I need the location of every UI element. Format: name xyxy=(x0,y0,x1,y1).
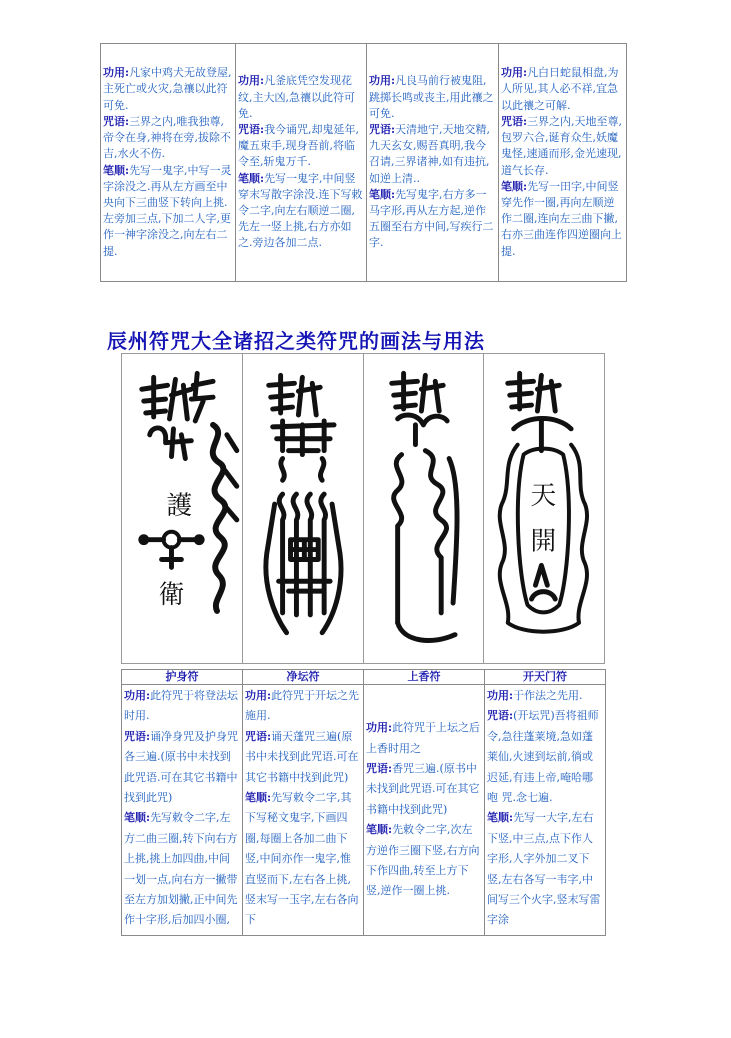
spell-text: 诵天蓬咒三遍(原书中未找到此咒语.可在其它书籍中找到此咒) xyxy=(245,729,359,784)
top-cell-1 xyxy=(101,44,236,282)
jingtan-talisman-drawing xyxy=(243,354,363,663)
stroke-text: 先写鬼字,右方多一马字形,再从左方起,逆作五圈至右方中间,写疾行二字. xyxy=(369,187,494,250)
bottom-cell-4 xyxy=(485,685,606,936)
effect-label: 功用: xyxy=(103,66,130,80)
kaitianmen-inner-text-1: 天 xyxy=(530,481,557,512)
stroke-text: 先敕令二字,次左方逆作三圈下竖,右方向下作四曲,转至上方下竖,逆作一圈上挑. xyxy=(366,823,480,898)
kaitianmen-inner-text-2: 開 xyxy=(530,526,557,557)
effect-label: 功用: xyxy=(238,74,265,88)
spell-text: 三界之内,唯我独尊,帝令在身,神将在旁,拔除不吉,水火不伤. xyxy=(103,114,231,161)
effect-text: 此符咒于上坛之后上香时用之 xyxy=(366,721,481,755)
effect-text: 凡家中鸡犬无故登屋,主死亡或火灾,急禳以此符可免. xyxy=(103,66,232,112)
bottom-cell-3 xyxy=(364,685,485,936)
spell-text: 我今诵咒,却鬼延年,魔五束手,现身吾前,将临令至,斩鬼万千. xyxy=(238,122,360,169)
top-cell-3 xyxy=(367,44,499,282)
talisman-name-shangxiang: 上香符 xyxy=(364,670,485,685)
effect-label: 功用: xyxy=(487,689,514,702)
bottom-cell-1 xyxy=(122,685,243,936)
stroke-label: 笔顺: xyxy=(245,791,272,805)
effect-text: 此符咒于将登法坛时用. xyxy=(124,689,239,723)
stroke-label: 笔顺: xyxy=(366,823,393,837)
section-title: 辰州符咒大全诸招之类符咒的画法与用法 xyxy=(107,329,485,353)
effect-label: 功用: xyxy=(501,66,528,80)
effect-text: 凡白日蛇鼠相盘,为人所见,其人必不祥,宜急以此禳之可解. xyxy=(501,66,619,112)
stroke-text: 先写敕令二字,其下写秘文鬼字,下画四圈,每圈上各加二曲下竖,中间亦作一鬼字,惟直竖而下,左右各上挑,竖末写一玉字,左右各向下 xyxy=(245,791,359,927)
stroke-label: 笔顺: xyxy=(487,811,514,825)
bottom-talisman-table xyxy=(121,669,606,936)
effect-text: 凡釜底凭空发现花纹,主大凶,急禳以此符可免. xyxy=(238,74,355,120)
stroke-text: 先写一鬼字,中间竖穿末写散字涂没.连下写敕令二字,向左右顺逆二圈,先左一竖上挑,右方亦如之.旁边各加二点. xyxy=(238,171,363,250)
talisman-image-row xyxy=(121,353,605,664)
talisman-name-husheng: 护身符 xyxy=(122,670,243,685)
bottom-cell-2 xyxy=(243,685,364,936)
stroke-label: 笔顺: xyxy=(501,179,528,193)
husheng-inner-text-1: 護 xyxy=(166,490,193,521)
spell-label: 咒语: xyxy=(487,709,514,723)
spell-label: 咒语: xyxy=(103,114,130,128)
stroke-label: 笔顺: xyxy=(238,171,265,185)
stroke-label: 笔顺: xyxy=(124,811,151,825)
spell-text: 香咒三遍.(原书中未找到此咒语.可在其它书籍中找到此咒) xyxy=(366,761,480,816)
kaitianmen-talisman-drawing xyxy=(484,354,604,663)
effect-text: 于作法之先用. xyxy=(513,689,583,702)
husheng-talisman-drawing xyxy=(122,354,242,663)
spell-text: 诵净身咒及护身咒各三遍.(原书中未找到此咒语.可在其它书籍中找到此咒) xyxy=(124,729,239,805)
top-cell-4 xyxy=(499,44,627,282)
stroke-text: 先写敕令二字,左方二曲三圈,转下向右方上挑,挑上加四曲,中间一划一点,向右方一撇带至左方加划撇,正中间先作十字形,后加四小圈, xyxy=(124,811,238,927)
talisman-image-kaitianmen xyxy=(484,354,604,663)
spell-label: 咒语: xyxy=(366,761,393,775)
spell-label: 咒语: xyxy=(245,729,272,743)
stroke-text: 先写一田字,中间竖穿先作一圈,再向左顺逆作二圈,连向左三曲下撇,右亦三曲连作四逆圈向上提. xyxy=(501,179,622,258)
talisman-name-kaitianmen: 开天门符 xyxy=(485,670,606,685)
top-cell-2 xyxy=(236,44,367,282)
spell-label: 咒语: xyxy=(238,122,265,136)
effect-text: 此符咒于开坛之先施用. xyxy=(245,689,360,723)
spell-text: 三界之内,天地至尊,包罗六合,诞育众生,妖魔鬼怪,速通而形,金光速现,道气长存. xyxy=(501,114,623,177)
stroke-text: 先写一大字,左右下竖,中三点,点下作人字形,人字外加二叉下竖,左右各写一韦字,中间写三个火字,竖末写雷字涂 xyxy=(487,811,601,927)
talisman-image-shangxiang xyxy=(364,354,485,663)
stroke-label: 笔顺: xyxy=(369,187,396,201)
spell-text: 天清地宁,天地交精,九天玄女,赐吾真明,我今召请,三界诸神,如有违抗,如逆上清.. xyxy=(369,122,491,185)
effect-label: 功用: xyxy=(245,689,272,702)
stroke-label: 笔顺: xyxy=(103,163,130,177)
effect-label: 功用: xyxy=(366,721,393,735)
top-talisman-table xyxy=(100,43,627,282)
spell-text: (开坛咒)吾将祖师令,急往蓬莱境,急如蓬莱仙,火速到坛前,徜或迟延,有违上帝,唵哈哪咆 咒.念七遍. xyxy=(487,709,599,805)
talisman-image-jingtan xyxy=(243,354,364,663)
husheng-inner-text-2: 衛 xyxy=(158,580,185,611)
spell-label: 咒语: xyxy=(124,729,151,743)
stroke-text: 先写一鬼字,中写一灵字涂没之.再从左方画至中央向下三曲竖下转向上挑.左旁加三点,下加二人字,更作一神字涂没之,向左右二提. xyxy=(103,163,232,258)
spell-label: 咒语: xyxy=(501,114,528,128)
talisman-name-jingtan: 净坛符 xyxy=(243,670,364,685)
effect-text: 凡良马前行被鬼阻,跳掷长鸣或丧主,用此禳之可免. xyxy=(369,74,494,120)
talisman-image-husheng xyxy=(122,354,243,663)
spell-label: 咒语: xyxy=(369,122,396,136)
effect-label: 功用: xyxy=(369,74,396,88)
effect-label: 功用: xyxy=(124,689,151,702)
shangxiang-talisman-drawing xyxy=(364,354,484,663)
